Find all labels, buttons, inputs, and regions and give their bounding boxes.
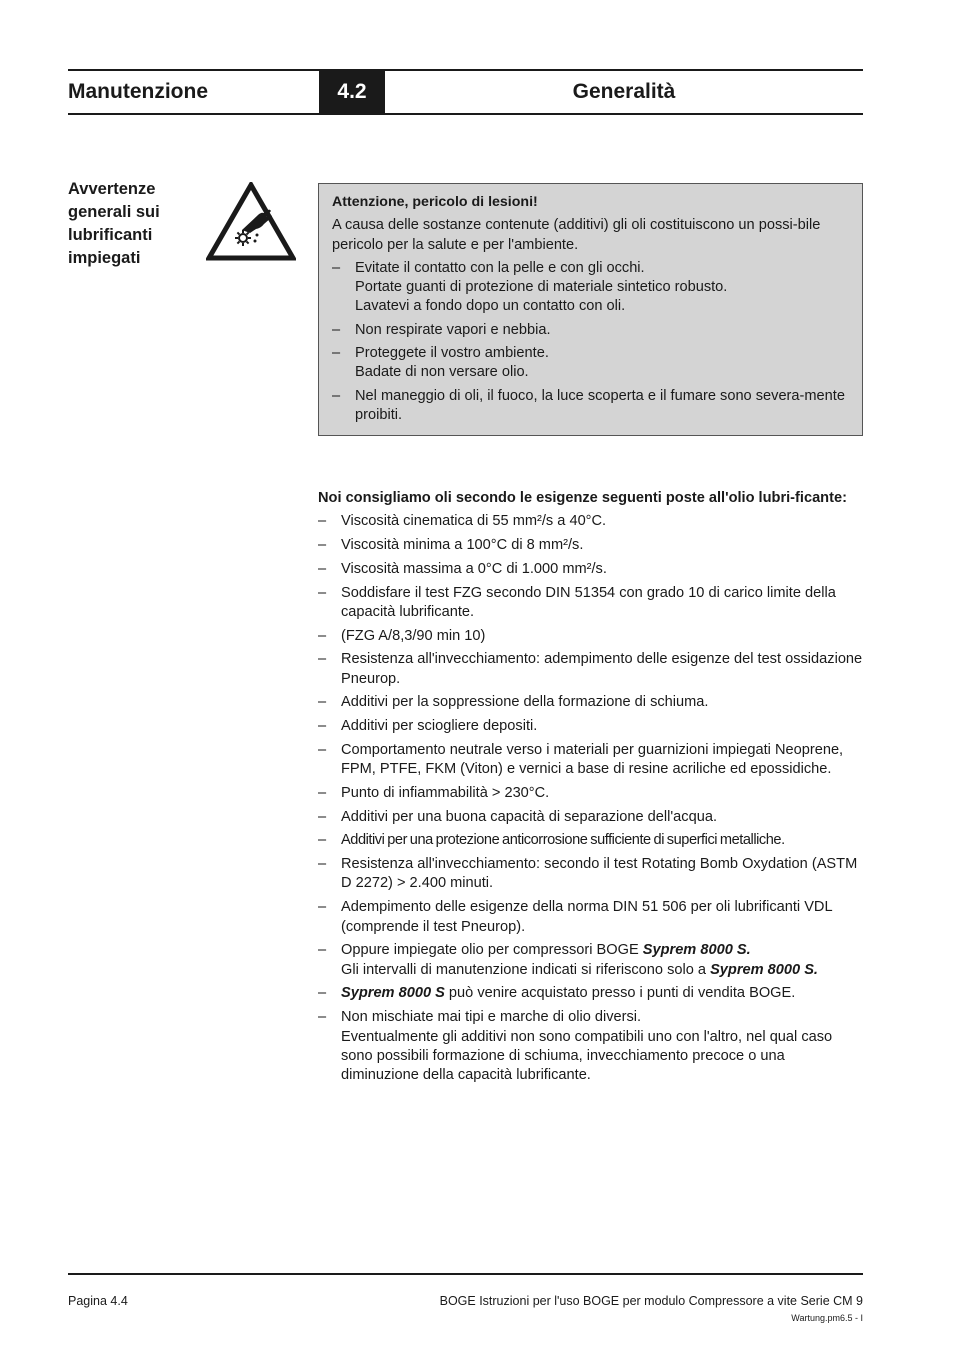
oil-requirements	[318, 489, 863, 1090]
warning-item	[332, 259, 850, 317]
list-item: – Adempimento delle esigenze della norma DIN 51 506 per oli lubrificanti VDL (comprende il test Pneurop).	[318, 898, 863, 937]
warning-item-line: Badate di non versare olio.	[355, 364, 529, 381]
syprem-text: Oppure impiegate olio per compressori BOGE	[341, 942, 643, 959]
list-item-mix	[318, 1008, 863, 1086]
list-item: – Comportamento neutrale verso i materiali per guarnizioni impiegati Neoprene, FPM, PTFE, FKM (Viton) e vernici a base di resine acriliche ed epossidiche.	[318, 741, 863, 780]
document-title: BOGE Istruzioni per l'uso BOGE per modulo Compressore a vite Serie CM 9	[439, 1294, 863, 1308]
syprem-text: Gli intervalli di manutenzione indicati si riferiscono solo a	[341, 961, 711, 978]
mix-line: – Non mischiate mai tipi e marche di olio diversi.	[341, 1009, 642, 1026]
side-heading-line: Avvertenze	[68, 180, 156, 198]
warning-intro: A causa delle sostanze contenute (additivi) gli oli costituiscono un possi-bile pericolo per la salute e per l'ambiente.	[332, 217, 821, 253]
warning-title: Attenzione, pericolo di lesioni!	[332, 194, 538, 210]
mix-line: Eventualmente gli additivi non sono compatibili uno con l'altro, nel qual caso sono possibili formazione di schiuma, invecchiamento precoce o una diminuzione della capacità lubrificante.	[341, 1028, 833, 1084]
list-item: – Punto di infiammabilità > 230°C.	[318, 784, 863, 803]
list-item: – Additivi per una protezione anticorrosione sufficiente di superfici metalliche.	[318, 831, 863, 850]
page-header	[68, 69, 863, 115]
side-heading-line: generali sui	[68, 203, 160, 221]
list-item: – (FZG A/8,3/90 min 10)	[318, 627, 863, 646]
list-item: – Viscosità massima a 0°C di 1.000 mm²/s.	[318, 560, 863, 579]
page-title: Generalità	[572, 80, 676, 103]
syprem-line	[341, 961, 863, 980]
footer-divider	[68, 1273, 863, 1275]
warning-item-line: Lavatevi a fondo dopo un contatto con oli.	[355, 298, 626, 315]
section-number: 4.2	[319, 71, 385, 113]
requirements-list	[318, 512, 863, 1085]
warning-item	[332, 344, 850, 383]
warning-item-line: – Evitate il contatto con la pelle e con gli occhi.	[355, 259, 645, 276]
list-item: – Viscosità minima a 100°C di 8 mm²/s.	[318, 536, 863, 555]
section-name: Manutenzione	[68, 80, 208, 103]
syprem-line	[341, 941, 863, 960]
side-heading-line: lubrificanti	[68, 226, 153, 244]
warning-box	[318, 183, 863, 436]
list-item: – Additivi per sciogliere depositi.	[318, 717, 863, 736]
warning-item-line: Portate guanti di protezione di materiale sintetico robusto.	[355, 279, 728, 296]
list-item-syprem	[318, 941, 863, 980]
list-item-purchase	[318, 984, 863, 1003]
hand-hazard-warning-icon	[206, 182, 296, 262]
list-item: – Resistenza all'invecchiamento: secondo il test Rotating Bomb Oxydation (ASTM D 2272) > 2.400 minuti.	[318, 855, 863, 894]
warning-item-line: – Proteggete il vostro ambiente.	[355, 345, 549, 362]
side-heading-line: impiegati	[68, 249, 141, 267]
product-name: Syprem 8000 S	[341, 985, 445, 1002]
purchase-text: può venire acquistato presso i punti di vendita BOGE.	[444, 985, 796, 1002]
warning-list	[332, 259, 850, 425]
requirements-intro: Noi consigliamo oli secondo le esigenze seguenti poste all'olio lubri-ficante:	[318, 490, 847, 506]
warning-item-line: – Non respirate vapori e nebbia.	[355, 321, 551, 338]
page-number: Pagina 4.4	[68, 1294, 128, 1308]
list-item: – Viscosità cinematica di 55 mm²/s a 40°C.	[318, 512, 863, 531]
product-name: Syprem 8000 S.	[642, 942, 751, 959]
list-item: – Additivi per la soppressione della formazione di schiuma.	[318, 693, 863, 712]
warning-item	[332, 321, 850, 340]
list-item: – Resistenza all'invecchiamento: adempimento delle esigenze del test ossidazione Pneurop.	[318, 650, 863, 689]
list-item: – Additivi per una buona capacità di separazione dell'acqua.	[318, 808, 863, 827]
warning-item	[332, 387, 850, 426]
side-heading	[68, 178, 193, 270]
warning-item-line: – Nel maneggio di oli, il fuoco, la luce scoperta e il fumare sono severa-mente proibiti.	[355, 387, 845, 423]
list-item: – Soddisfare il test FZG secondo DIN 51354 con grado 10 di carico limite della capacità lubrificante.	[318, 584, 863, 623]
product-name: Syprem 8000 S.	[710, 961, 818, 978]
file-reference: Wartung.pm6.5 - I	[791, 1313, 863, 1323]
